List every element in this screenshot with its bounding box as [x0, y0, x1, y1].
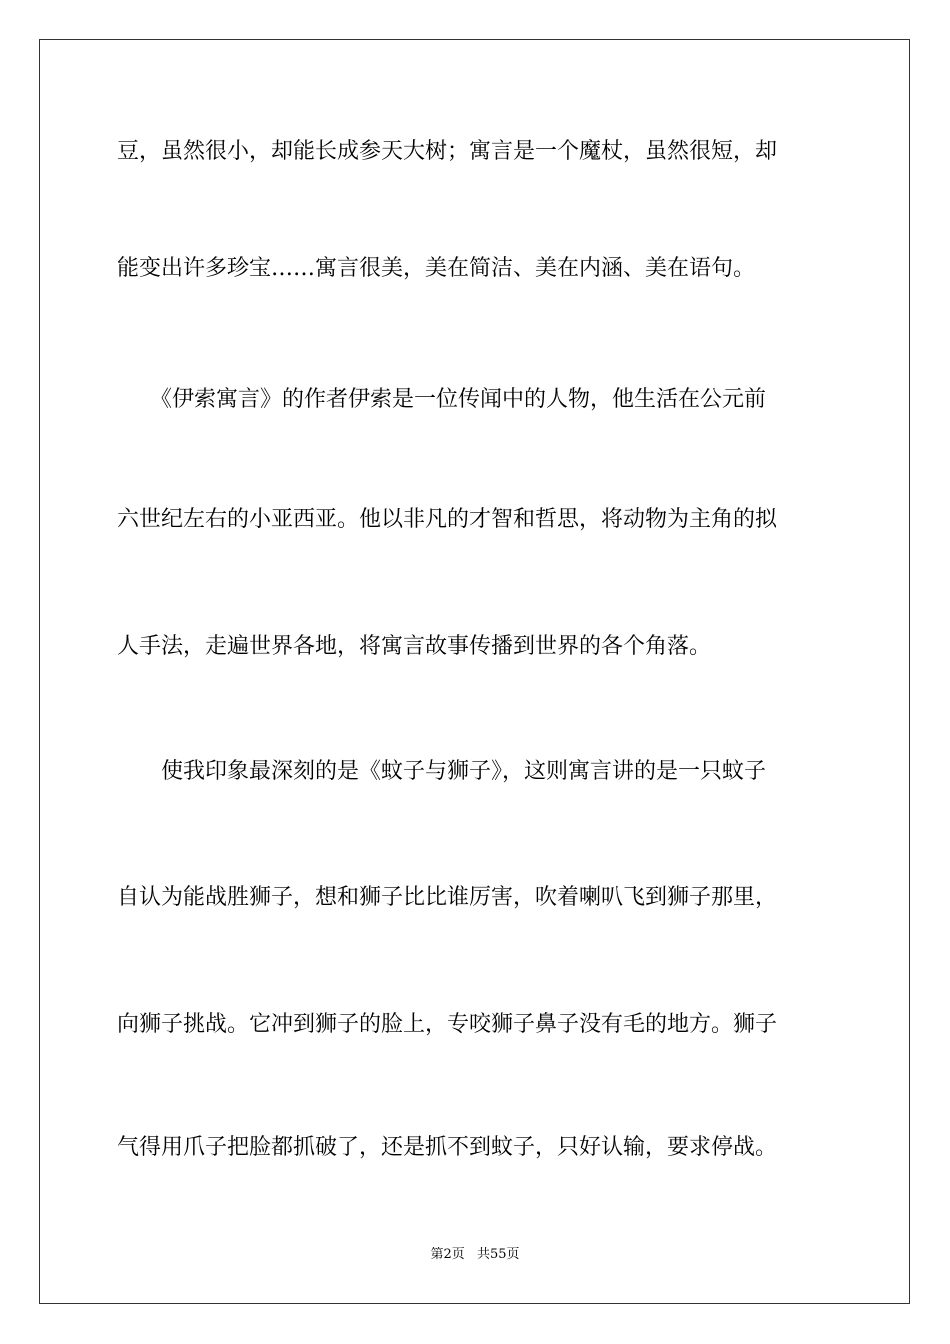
text-line-8: 向狮子挑战。它冲到狮子的脸上，专咬狮子鼻子没有毛的地方。狮子	[117, 1012, 778, 1037]
page-frame	[39, 39, 910, 1304]
text-line-5: 人手法，走遍世界各地，将寓言故事传播到世界的各个角落。	[117, 634, 712, 659]
text-line-3: 《伊索寓言》的作者伊索是一位传闻中的人物，他生活在公元前	[117, 387, 767, 412]
total-pages: 共55页	[476, 1247, 520, 1262]
page-footer	[0, 1246, 950, 1264]
text-line-6: 使我印象最深刻的是《蚊子与狮子》，这则寓言讲的是一只蚊子	[117, 759, 767, 784]
text-line-1: 豆，虽然很小，却能长成参天大树；寓言是一个魔杖，虽然很短，却	[117, 139, 778, 164]
page-number: 第2页	[430, 1247, 465, 1262]
text-line-7: 自认为能战胜狮子，想和狮子比比谁厉害，吹着喇叭飞到狮子那里，	[117, 885, 778, 910]
text-line-2: 能变出许多珍宝……寓言很美，美在简洁、美在内涵、美在语句。	[117, 256, 756, 281]
text-line-4: 六世纪左右的小亚西亚。他以非凡的才智和哲思，将动物为主角的拟	[117, 507, 778, 532]
text-line-9: 气得用爪子把脸都抓破了，还是抓不到蚊子，只好认输，要求停战。	[117, 1135, 778, 1160]
